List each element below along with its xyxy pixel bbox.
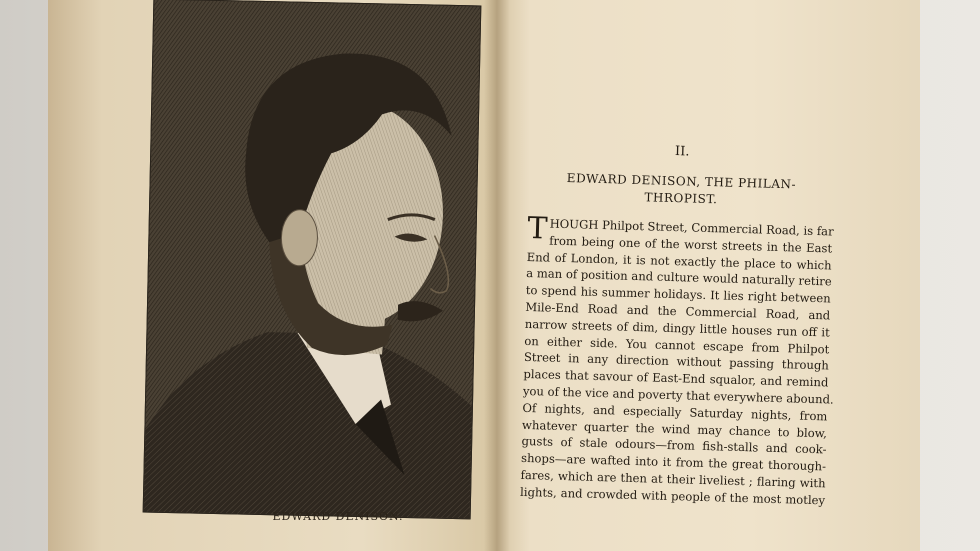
text-line: End of London, it is not exactly the place to which [526, 249, 832, 273]
text-line: places that savour of East-End squalor, and remind [523, 367, 829, 390]
text-line: HOUGH Philpot Street, Commercial Road, is far [549, 216, 834, 239]
chapter-text [520, 140, 835, 509]
text-line: from being one of the worst streets in the East [549, 233, 833, 256]
left-page [48, 0, 497, 551]
chapter-title [528, 169, 834, 212]
chapter-number: II. [674, 144, 690, 160]
text-line: on either side. You cannot escape from Philpot [524, 333, 830, 357]
text-line: Street in any direction without passing through [523, 350, 830, 373]
portrait-caption: EDWARD DENISON. [272, 510, 404, 523]
body-text [519, 210, 834, 509]
text-line: narrow streets of dim, dingy little houses run off it [524, 316, 830, 340]
text-line: whatever quarter the wind may chance to blow, [521, 417, 828, 440]
text-line: gusts of stale odours—from fish-stalls and cook- [521, 434, 827, 457]
portrait-engraving [143, 0, 482, 519]
text-line: a man of position and culture would naturally retire [526, 266, 832, 289]
text-line: lights, and crowded with people of the most motley [519, 484, 826, 508]
text-line: to spend his summer holidays. It lies right between [525, 283, 831, 306]
text-line: fares, which are then at their liveliest ; flaring with [520, 467, 826, 491]
text-line: you of the vice and poverty that everywhere abound. [522, 383, 834, 407]
text-line: shops—are wafted into it from the great thorough- [520, 451, 827, 474]
chapter-title-line: EDWARD DENISON, THE PHILAN- [566, 171, 797, 192]
chapter-title-line: THROPIST. [644, 190, 718, 207]
text-line: Of nights, and especially Saturday nights, from [522, 400, 828, 424]
text-line: Mile-End Road and the Commercial Road, and [525, 299, 831, 323]
book-gutter [484, 0, 510, 551]
drop-cap: T [527, 210, 549, 247]
